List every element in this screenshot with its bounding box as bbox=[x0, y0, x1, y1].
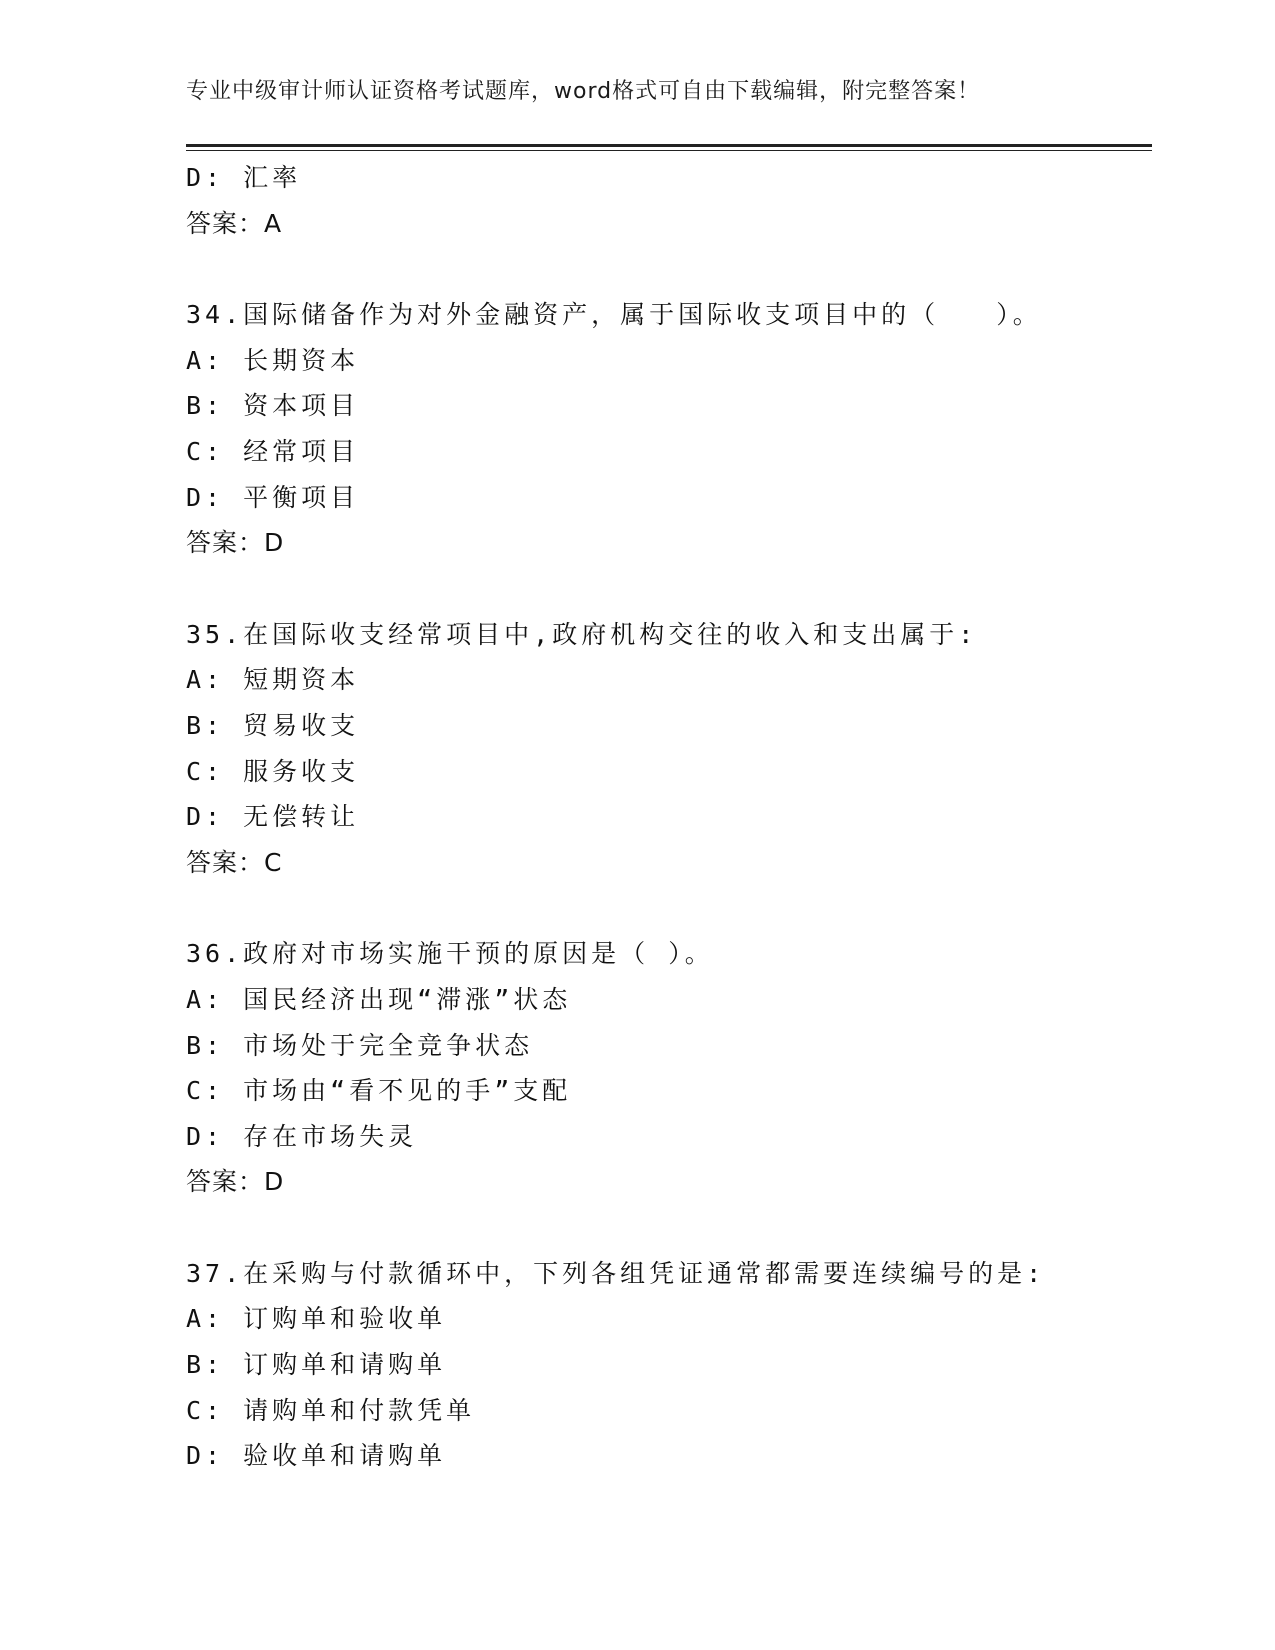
answer: 答案：C bbox=[186, 847, 283, 877]
option-b: B: 市场处于完全竞争状态 bbox=[186, 1030, 534, 1060]
question-stem: 37.在采购与付款循环中，下列各组凭证通常都需要连续编号的是: bbox=[186, 1258, 1046, 1288]
question-34 bbox=[186, 292, 1146, 566]
option-a: A: 短期资本 bbox=[186, 665, 360, 695]
question-stem: 35.在国际收支经常项目中,政府机构交往的收入和支出属于: bbox=[186, 619, 978, 649]
option-a: A: 国民经济出现“滞涨”状态 bbox=[186, 984, 572, 1014]
question-36 bbox=[186, 931, 1146, 1205]
page-header: 专业中级审计师认证资格考试题库，word格式可自由下载编辑，附完整答案！ bbox=[186, 79, 981, 104]
option-d: D: 存在市场失灵 bbox=[186, 1121, 418, 1151]
header-rule-thin bbox=[186, 150, 1152, 151]
option-d: D: 平衡项目 bbox=[186, 482, 360, 512]
option-d: D: 汇率 bbox=[186, 163, 302, 192]
option-c: C: 服务收支 bbox=[186, 756, 360, 786]
option-d: D: 无偿转让 bbox=[186, 802, 360, 832]
question-35 bbox=[186, 612, 1146, 886]
answer: 答案：A bbox=[186, 208, 283, 238]
question-stem: 34.国际储备作为对外金融资产，属于国际收支项目中的（ ）。 bbox=[186, 300, 1042, 330]
answer: 答案：D bbox=[186, 1167, 285, 1197]
answer: 答案：D bbox=[186, 528, 285, 558]
option-b: B: 贸易收支 bbox=[186, 710, 360, 740]
option-b: B: 订购单和请购单 bbox=[186, 1350, 447, 1380]
option-b: B: 资本项目 bbox=[186, 391, 360, 421]
question-37 bbox=[186, 1251, 1146, 1479]
option-c: C: 市场由“看不见的手”支配 bbox=[186, 1076, 572, 1106]
option-a: A: 长期资本 bbox=[186, 345, 360, 375]
option-d: D: 验收单和请购单 bbox=[186, 1441, 447, 1471]
question-stem: 36.政府对市场实施干预的原因是（ ）。 bbox=[186, 939, 714, 969]
option-a: A: 订购单和验收单 bbox=[186, 1304, 447, 1334]
option-c: C: 经常项目 bbox=[186, 436, 360, 466]
question-list bbox=[186, 155, 1146, 1479]
option-c: C: 请购单和付款凭单 bbox=[186, 1395, 476, 1425]
header-rule-thick bbox=[186, 144, 1152, 147]
